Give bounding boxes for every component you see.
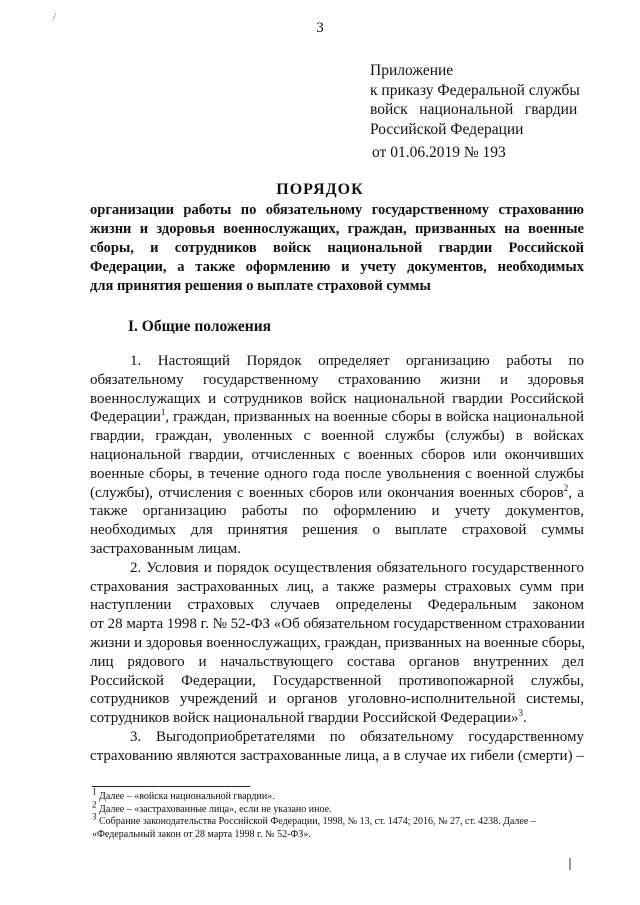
footnote-text: Далее – «войска национальной гвардии». [96,791,275,802]
paragraph-1-line [90,408,584,427]
appendix-line: Приложение [370,62,454,79]
text-fragment: . [522,710,527,727]
appendix-block [370,61,620,163]
footnote-ref-2: 2 [563,482,569,493]
paragraph-1-line: также организацию работы по оформлению и учету документов, [90,503,584,520]
paragraph-2-line: страхования застрахованных лиц, а также размеры страховых сумм при [90,578,584,595]
paragraph-2-line: Российской Федерации, Государственной противопожарной службы, [90,672,584,689]
appendix-line: Российской Федерации [370,120,524,138]
footnote-number: 3 [92,811,97,822]
subtitle-line: организации работы по обязательному государственному страхованию [90,202,584,218]
footnote-separator [92,786,250,787]
body-text [90,352,584,766]
text-fragment: Федерации [90,409,161,426]
footnote-number: 2 [92,799,97,810]
paragraph-1-line: необходимых для принятия решения о выплате страховой суммы [90,522,584,539]
paragraph-1-line: военные сборы, в течение одного года после увольнения с военной службы [90,465,584,482]
paragraph-1-line: обязательному государственному страхованию жизни и здоровья [90,371,584,388]
document-title: ПОРЯДОК [276,181,364,198]
subtitle-line: Федерации, а также оформлению и учету документов, необходимых [90,259,584,275]
paragraph-2-line: наступлении страховых случаев определены Федеральным законом [90,597,584,614]
footnote-ref-3: 3 [518,708,523,719]
page-number: 3 [316,20,324,36]
appendix-date: от 01.06.2019 № 193 [372,144,506,161]
document-subtitle [90,201,584,296]
appendix-line: к приказу Федеральной службы [370,81,580,99]
margin-mark: / [53,12,56,23]
paragraph-2-line: лиц рядового и начальствующего состава органов внутренних дел [90,653,584,670]
footnote-3-continuation: «Федеральный закон от 28 марта 1998 г. № 52-ФЗ». [92,828,311,840]
paragraph-2-line [90,709,584,728]
footnote-2 [92,799,584,817]
subtitle-line: жизни и здоровья военнослужащих, граждан, призванных на военные [90,221,584,237]
footnote-ref-1: 1 [160,407,166,418]
footnote-number: 1 [92,786,97,797]
subtitle-line: сборы, и сотрудников войск национальной гвардии Российской [90,240,584,256]
paragraph-2-line: от 28 марта 1998 г. № 52-ФЗ «Об обязательном государственном страховании [90,616,585,633]
paragraph-1-line: военнослужащих и сотрудников войск национальной гвардии Российской [90,390,584,407]
text-fragment: сотрудников войск национальной гвардии Российской Федерации» [90,710,519,727]
paragraph-3-line: 3. Выгодоприобретателями по обязательному государственному [130,728,584,745]
text-fragment: , граждан, призванных на военные сборы в войска национальной [165,409,584,426]
paragraph-2-line: 2. Условия и порядок осуществления обязательного государственного [130,559,584,576]
paragraph-1-line: застрахованным лицам. [90,540,241,557]
paragraph-3-line: страхованию являются застрахованные лица, а в случае их гибели (смерти) – [90,747,584,764]
scan-artifact [569,858,571,870]
paragraph-1-line: 1. Настоящий Порядок определяет организацию работы по [130,353,584,369]
paragraph-2-line: жизни и здоровья военнослужащих, граждан, призванных на военные сборы, [90,634,586,651]
footnote-1 [92,786,584,804]
footnote-text: Далее – «застрахованные лица», если не указано иное. [96,803,332,815]
paragraph-1-line [90,484,584,503]
footnotes [92,786,584,841]
footnote-text: Собрание законодательства Российской Федерации, 1998, № 13, ст. 1474; 2016, № 27, ст. 4238. Далее – [96,816,536,828]
appendix-line: войск национальной гвардии [370,101,578,118]
paragraph-1-line: гвардии, граждан, уволенных с военной службы (службы) в войсках [90,428,584,445]
section-heading: I. Общие положения [128,318,272,335]
text-fragment: , а [568,484,584,501]
paragraph-2-line: сотрудников учреждений и органов уголовно-исполнительной системы, [90,691,584,708]
footnote-3 [92,811,584,829]
subtitle-line: для принятия решения о выплате страховой суммы [90,278,431,294]
paragraph-1-line: национальной гвардии, отчисленных с военных сборов или окончивших [90,446,584,463]
text-fragment: (службы), отчисления с военных сборов или окончания военных сборов [90,484,564,501]
